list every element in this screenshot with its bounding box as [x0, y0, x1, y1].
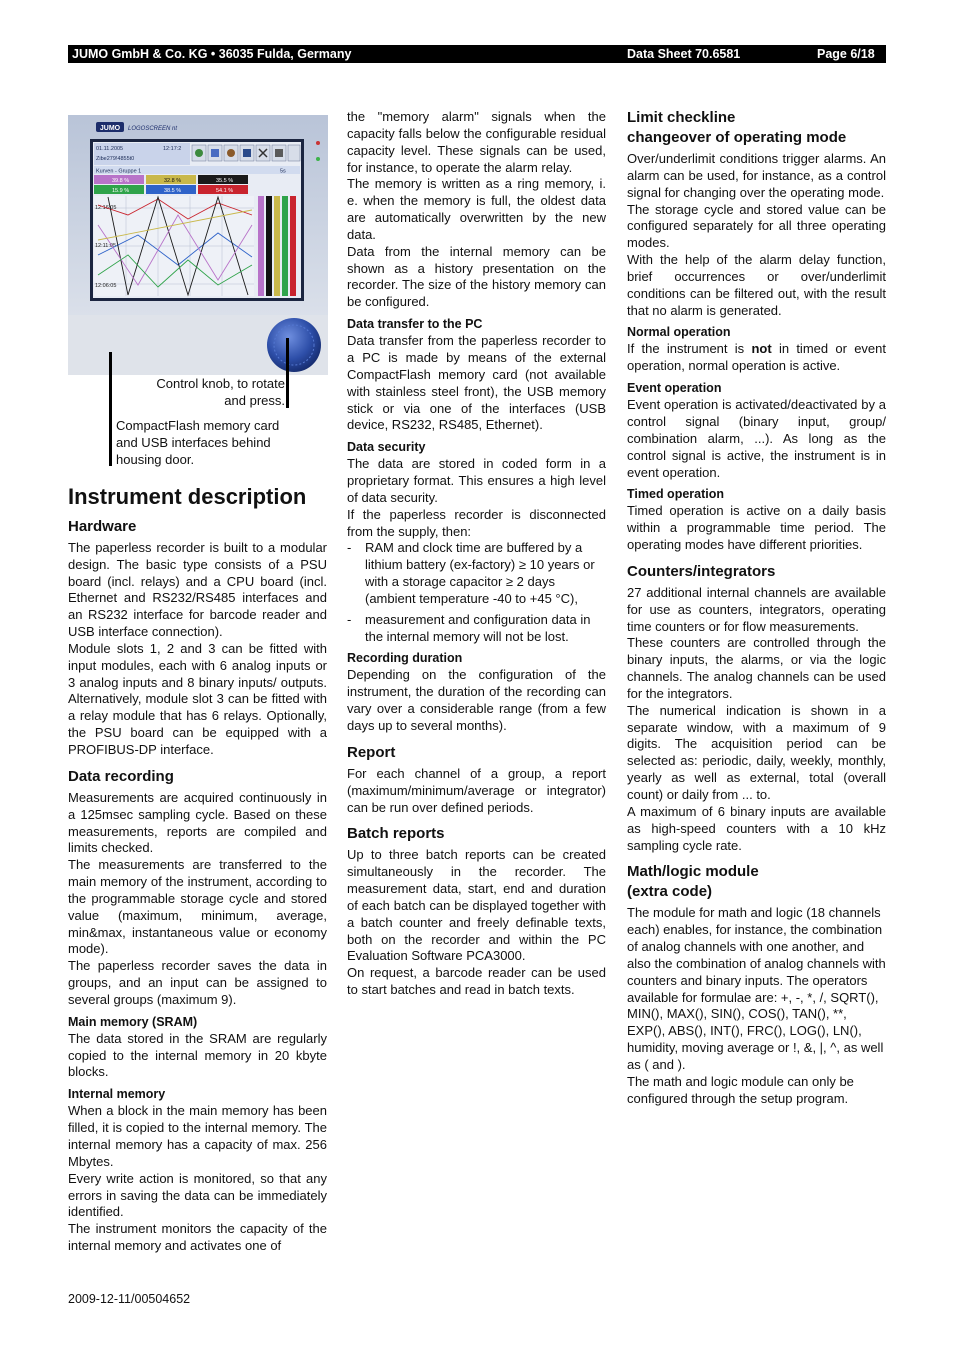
- cf-pointer-line: [109, 352, 112, 466]
- hardware-heading: Hardware: [68, 517, 137, 535]
- report-heading: Report: [347, 743, 396, 761]
- knob-caption: [147, 375, 285, 409]
- data-transfer-paragraph: Data transfer from the paperless recorder to a PC is made by means of the external CompactFlash memory card (not available with stainless steel front), the USB memory stick or via one of the interfaces (USB device, RS232, RS485, Ethernet).: [347, 333, 606, 433]
- recording-duration-heading: Recording duration: [347, 651, 463, 666]
- limit-paragraph-3: With the help of the alarm delay function, brief occurrences or over/underlimit conditions can be filtered out, with the result that no alarm is generated.: [627, 252, 886, 318]
- timed-operation-paragraph: Timed operation is active on a daily basis within a programmable time period. The operating modes have different priorities.: [627, 503, 886, 553]
- report-paragraph: For each channel of a group, a report (maximum/minimum/average or integrator) can be run over defined periods.: [347, 765, 606, 815]
- recorder-photo: [68, 115, 328, 375]
- internal-memory-heading: Internal memory: [68, 1087, 166, 1102]
- header-company: JUMO GmbH & Co. KG • 36035 Fulda, Germany: [72, 47, 352, 61]
- batch-reports-paragraph-2: On request, a barcode reader can be used to start batches and read in batch texts.: [347, 965, 606, 998]
- time-label-1: 12:16:05: [95, 205, 117, 211]
- cf-caption-line-1: CompactFlash memory card: [116, 418, 280, 433]
- normal-text-a: If the instrument is: [627, 341, 752, 357]
- header-page: Page 6/18: [817, 47, 875, 61]
- bullet-item: [347, 540, 606, 607]
- bullet-text: measurement and configuration data in the internal memory will not be lost.: [365, 611, 591, 644]
- data-security-paragraph-2: If the paperless recorder is disconnected from the supply, then:: [347, 506, 606, 539]
- bullet-text: RAM and clock time are buffered by a lithium battery (ex-factory) ≥ 10 years or with a storage capacitor ≥ 2 days (ambient temperature -40 to +45 °C),: [365, 540, 595, 606]
- normal-operation-heading: Normal operation: [627, 325, 731, 340]
- screen-interval: 5s: [280, 168, 286, 175]
- batch-reports-heading: Batch reports: [347, 825, 445, 843]
- internal-memory-paragraph-3: The instrument monitors the capacity of the internal memory and activates one of: [68, 1221, 327, 1254]
- batch-reports-paragraph-1: Up to three batch reports can be created simultaneously in the recorder. The measurement data, start, end and duration of each batch can be displayed together with a batch counter and freely definable texts, both on the recorder and within the PC Evaluation Software PCA3000.: [347, 847, 606, 964]
- data-security-heading: Data security: [347, 440, 426, 455]
- recorder-illustration: [68, 115, 328, 375]
- screen-time: 12:17:2: [163, 146, 182, 152]
- model-label: LOGOSCREEN nt: [128, 126, 178, 132]
- cf-caption-line-2: and USB interfaces behind: [116, 435, 271, 450]
- data-recording-paragraph-1: Measurements are acquired continuously in a 125msec sampling cycle. Based on these measurements, reports are compiled and limits checked.: [68, 789, 327, 856]
- time-label-2: 12:11:05: [95, 243, 117, 249]
- hardware-paragraph-1: The paperless recorder is built to a modular design. The basic type consists of a PSU board (incl. relays) and a CPU board (incl. Ethernet and RS232/RS485 interfaces and an RS232 interface for barcode reader and USB interface connection).: [68, 539, 327, 640]
- event-operation-paragraph: Event operation is activated/deactivated by a control signal (binary input, group/ combination alarm, ...). As long as the control signal is active, the instrument is in event operation.: [627, 397, 886, 480]
- column-1: [68, 484, 327, 1255]
- header-datasheet: Data Sheet 70.6581: [627, 47, 741, 61]
- brand-logo: JUMO: [99, 125, 121, 132]
- cf-caption: [116, 417, 316, 468]
- screen-toolbar: [192, 145, 300, 161]
- knob-caption-line-2: and press.: [224, 393, 285, 408]
- page-header: [68, 45, 886, 63]
- bullet-dash: -: [347, 540, 352, 556]
- counters-paragraph-1: 27 additional internal channels are available for use as counters, integrators, operating time counters or for flow measurements.: [627, 584, 886, 634]
- event-operation-heading: Event operation: [627, 381, 722, 396]
- data-recording-paragraph-2: The measurements are transferred to the main memory of the instrument, according to the programmable storage cycle and stored value (maximum, minimum, average, min&max, instantaneous value or economy mode).: [68, 857, 327, 957]
- ring-memory-paragraph: The memory is written as a ring memory, i. e. when the memory is full, the oldest data are automatically overwritten by the new data.: [347, 176, 606, 242]
- footer-doc-id: 2009-12-11/00504652: [68, 1292, 191, 1306]
- value-4: 15.9 %: [112, 188, 130, 194]
- value-6: 54.1 %: [216, 188, 234, 194]
- column-3: [627, 108, 886, 1108]
- value-1: 39.8 %: [112, 178, 130, 184]
- limit-heading-line-2: changeover of operating mode: [627, 129, 847, 146]
- value-2: 32.8 %: [164, 178, 182, 184]
- cf-caption-line-3: housing door.: [116, 452, 195, 467]
- normal-text-c: in timed or event operation, normal operation is active.: [627, 341, 887, 374]
- data-transfer-heading: Data transfer to the PC: [347, 317, 483, 332]
- time-label-3: 12:06:05: [95, 283, 117, 289]
- knob-caption-line-1: Control knob, to rotate: [156, 376, 285, 391]
- math-heading-line-2: (extra code): [627, 883, 713, 901]
- counters-paragraph-3: The numerical indication is shown in a separate window, with a maximum of 9 digits. The acquisition period can be selected as: periodic, daily, weekly, monthly, yearly as well as external, total (overall count) or daily from ... to.: [627, 702, 886, 802]
- main-memory-heading: Main memory (SRAM): [68, 1014, 198, 1029]
- main-memory-paragraph: The data stored in the SRAM are regularly copied to the internal memory in 20 kbyte blocks.: [68, 1030, 327, 1080]
- screen-group: Kurven - Gruppe 1: [96, 168, 142, 175]
- counters-paragraph-4: A maximum of 6 binary inputs are available as high-speed counters with a 10 kHz sampling cycle rate.: [627, 803, 886, 853]
- limit-paragraph-2: The storage cycle and stored value can be configured separately for all three operating modes.: [627, 201, 886, 251]
- recording-duration-paragraph: Depending on the configuration of the instrument, the duration of the recording can vary over a considerable range (from a few days up to several months).: [347, 667, 606, 733]
- bullet-item: [347, 612, 606, 646]
- data-recording-heading: Data recording: [68, 767, 174, 785]
- control-knob[interactable]: [267, 318, 321, 372]
- screen-file: Zibe279!4855t0: [96, 156, 135, 162]
- hardware-paragraph-2: Module slots 1, 2 and 3 can be fitted with input modules, each with 6 analog inputs or 3 analog inputs and 8 binary inputs/ outputs. Alternatively, module slot 3 can be fitted with a relay module that has 6 relays. Optionally, the PSU board can be equipped with a PROFIBUS-DP interface.: [68, 640, 327, 757]
- timed-operation-heading: Timed operation: [627, 487, 725, 502]
- math-paragraph-2: The math and logic module can only be configured through the setup program.: [627, 1073, 854, 1106]
- data-security-paragraph-1: The data are stored in coded form in a proprietary format. This ensures a high level of data security.: [347, 456, 606, 505]
- column-2: [347, 109, 606, 999]
- math-heading-line-1: Math/logic module: [627, 863, 759, 881]
- internal-memory-paragraph-1: When a block in the main memory has been filled, it is copied to the internal memory. The internal memory has a capacity of max. 256 Mbytes.: [68, 1103, 327, 1169]
- screen-date: 01.11.2005: [96, 146, 124, 152]
- memory-alarm-paragraph: the "memory alarm" signals when the capacity falls below the configurable residual capacity level. These signals can be used, for instance, to operate the alarm relay.: [347, 109, 606, 175]
- history-paragraph: Data from the internal memory can be shown as a history presentation on the recorder. The size of the history memory can be configured.: [347, 243, 606, 310]
- bullet-dash: -: [347, 611, 352, 627]
- limit-paragraph-1: Over/underlimit conditions trigger alarms. An alarm can be used, for instance, as a control signal for changing over the operating mode.: [627, 151, 886, 200]
- normal-operation-paragraph: [627, 341, 886, 375]
- normal-text-bold: not: [751, 341, 772, 357]
- counters-paragraph-2: These counters are controlled through the binary inputs, the alarms, or via the logic channels. The analog channels can be used for the integrators.: [627, 635, 886, 701]
- math-paragraph-1: The module for math and logic (18 channels each) enables, for instance, the combination of analog channels with one another, and also the combination of analog channels with counters and binary inputs. The operators available for formulae are: +, -, *, /, SQRT(), MIN(), MAX(), SIN(), COS(), TAN(), **, EXP(), ABS(), INT(), FRC(), LOG(), LN(), humidity, moving average or !, &, |, ^, as well as ( and ).: [627, 905, 886, 1072]
- data-recording-paragraph-3: The paperless recorder saves the data in groups, and an input can be assigned to several groups (maximum 9).: [68, 958, 327, 1007]
- internal-memory-paragraph-2: Every write action is monitored, so that any errors in saving the data can be immediately identified.: [68, 1170, 327, 1220]
- knob-pointer-line: [286, 338, 289, 408]
- value-3: 35.5 %: [216, 178, 234, 184]
- limit-heading-line-1: Limit checkline: [627, 109, 736, 126]
- section-title: Instrument description: [68, 484, 307, 509]
- value-5: 38.5 %: [164, 188, 182, 194]
- counters-heading: Counters/integrators: [627, 562, 776, 580]
